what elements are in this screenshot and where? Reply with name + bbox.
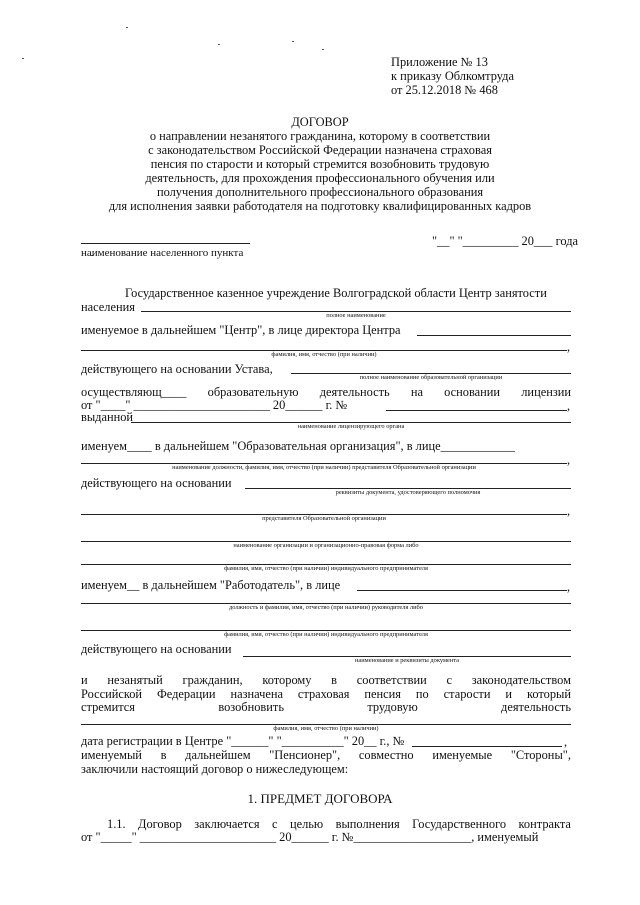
field-caption: фамилия, имя, отчество (при наличии) <box>271 351 377 358</box>
fill-line <box>412 746 562 747</box>
field-caption: полное наименование образовательной организации <box>359 374 503 381</box>
scan-speck <box>292 41 294 42</box>
date-field: "__" "_________ 20___ года <box>432 234 579 248</box>
title-line: с законодательством Российской Федерации назначена страховая <box>148 143 492 157</box>
paragraph-line-justified: 1.1. Договор заключается с целью выполнения Государственного контракта <box>107 817 571 831</box>
paragraph-line: действующего на основании <box>81 642 232 656</box>
paragraph-line: выданной <box>81 410 134 424</box>
paragraph-line: именуем____ в дальнейшем "Образовательная организация", в лице____________ <box>81 439 515 453</box>
scan-speck <box>218 44 220 45</box>
field-caption: наименование должности, фамилия, имя, отчество (при наличии) представителя Образовательной организации <box>172 464 476 471</box>
field-caption: полное наименование <box>326 312 386 319</box>
title-line: деятельность, для прохождения профессионального обучения или <box>145 171 495 185</box>
field-caption: фамилия, имя, отчество (при наличии) индивидуального предпринимателя <box>224 631 428 638</box>
fill-line <box>357 590 567 591</box>
scan-speck <box>22 58 24 59</box>
field-caption: наименование организации и организационно-правовая форма либо <box>233 542 419 549</box>
paragraph-line: именуем__ в дальнейшем "Работодатель", в лице <box>81 578 341 592</box>
field-caption: наименование лицензирующего органа <box>297 423 405 430</box>
paragraph-line: Государственное казенное учреждение Волгоградской области Центр занятости <box>125 286 547 300</box>
fill-line <box>386 410 567 411</box>
paragraph-line-justified: стремится возобновить трудовую деятельность <box>81 700 571 714</box>
paragraph-line: от "____" ______________________ 20______ г. № <box>81 398 348 412</box>
paragraph-line: заключили настоящий договор о нижеследующем: <box>81 762 349 776</box>
title-line: получения дополнительного профессионального образования <box>156 185 484 199</box>
field-caption: наименование и реквизиты документа <box>354 657 460 664</box>
place-caption: наименование населенного пункта <box>81 247 244 259</box>
appendix-line-1: Приложение № 13 <box>391 55 488 69</box>
paragraph-line-justified: осуществляющ____ образовательную деятельность на основании лицензии <box>81 385 571 399</box>
document-page: Приложение № 13 к приказу Облкомтруда от 25.12.2018 № 468 ДОГОВОР о направлении незанятого гражданина, которому в соответствии с законодательством Российской Федерации назначена страховая пенсия по старости и который стремится возобновить трудовую деятельность, для прохождения профессионального обучения или получения дополнительного профессионального образования для исполнения заявки работодателя на подготовку квалифицированных кадров наименование населенного пункта "__" "_________ 20___ года Государственное казенное учреждение Волгоградской области Центр занятости населения полное наименование именуемое в дальнейшем "Центр", в лице директора Центра , фамилия, имя, отчество (при наличии) действующего на основании Устава, полное наименование образовательной организации осуществляющ____ образовательную деятельность на основании лицензии от "____" ______________________ 20______ г. № , выданной наименование лицензирующего органа именуем____ в дальнейшем "Образовательная организация", в лице____________ , наименование должности, фамилия, имя, отчество (при наличии) представителя Образовательной организации действующего на основании реквизиты документа, удостоверяющего полномочия , представителя Образовательной организации наименование организации и организационно-правовая форма либо фамилия, имя, отчество (при наличии) индивидуального предпринимателя именуем__ в дальнейшем "Работодатель", в лице , должность и фамилия, имя, отчество (при наличии) руководителя либо фамилия, имя, отчество (при наличии) индивидуального предпринимателя действующего на основании наименование и реквизиты документа и незанятый гражданин, которому в соответствии с законодательством Российской Федерации назначена страховая пенсия по старости и который стремится возобновить трудовую деятельность фамилия, имя, отчество (при наличии) дата регистрации в Центре "______" "__________" 20__ г., № , именуемый в дальнейшем "Пенсионер", совместно именуемые "Стороны", заключили настоящий договор о нижеследующем: 1. ПРЕДМЕТ ДОГОВОРА 1.1. Договор заключается с целью выполнения Государственного контракта от "_____" ______________________ 20______ г. №___________________, именуемый <box>0 0 640 905</box>
section-heading: 1. ПРЕДМЕТ ДОГОВОРА <box>247 791 393 806</box>
paragraph-line-justified: именуемый в дальнейшем "Пенсионер", совместно именуемые "Стороны", <box>81 748 571 762</box>
place-underline <box>81 243 250 244</box>
appendix-line-2: к приказу Облкомтруда <box>391 69 514 83</box>
field-caption: фамилия, имя, отчество (при наличии) <box>273 725 379 732</box>
field-caption: должность и фамилия, имя, отчество (при наличии) руководителя либо <box>228 604 423 611</box>
field-caption: представителя Образовательной организации <box>262 515 386 522</box>
paragraph-line: дата регистрации в Центре "______" "__________" 20__ г., № <box>81 734 405 748</box>
scan-speck <box>126 27 128 28</box>
paragraph-line: действующего на основании Устава, <box>81 362 273 376</box>
document-title: ДОГОВОР <box>291 115 349 129</box>
paragraph-line: от "_____" ______________________ 20______ г. №___________________, именуемый <box>81 830 539 844</box>
scan-speck <box>322 49 324 50</box>
paragraph-line: действующего на основании <box>81 476 232 490</box>
title-line: для исполнения заявки работодателя на подготовку квалифицированных кадров <box>108 199 532 213</box>
paragraph-line-justified: Российской Федерации назначена страховая пенсия по старости и который <box>81 687 571 701</box>
paragraph-line: именуемое в дальнейшем "Центр", в лице директора Центра <box>81 323 401 337</box>
field-caption: реквизиты документа, удостоверяющего полномочия <box>335 489 481 496</box>
title-line: пенсия по старости и который стремится возобновить трудовую <box>150 157 490 171</box>
paragraph-line-justified: и незанятый гражданин, которому в соответствии с законодательством <box>81 673 571 687</box>
paragraph-line: населения <box>81 300 135 314</box>
field-caption: фамилия, имя, отчество (при наличии) индивидуального предпринимателя <box>224 565 428 572</box>
fill-line <box>417 335 571 336</box>
title-line: о направлении незанятого гражданина, которому в соответствии <box>149 129 491 143</box>
appendix-line-3: от 25.12.2018 № 468 <box>391 83 498 97</box>
